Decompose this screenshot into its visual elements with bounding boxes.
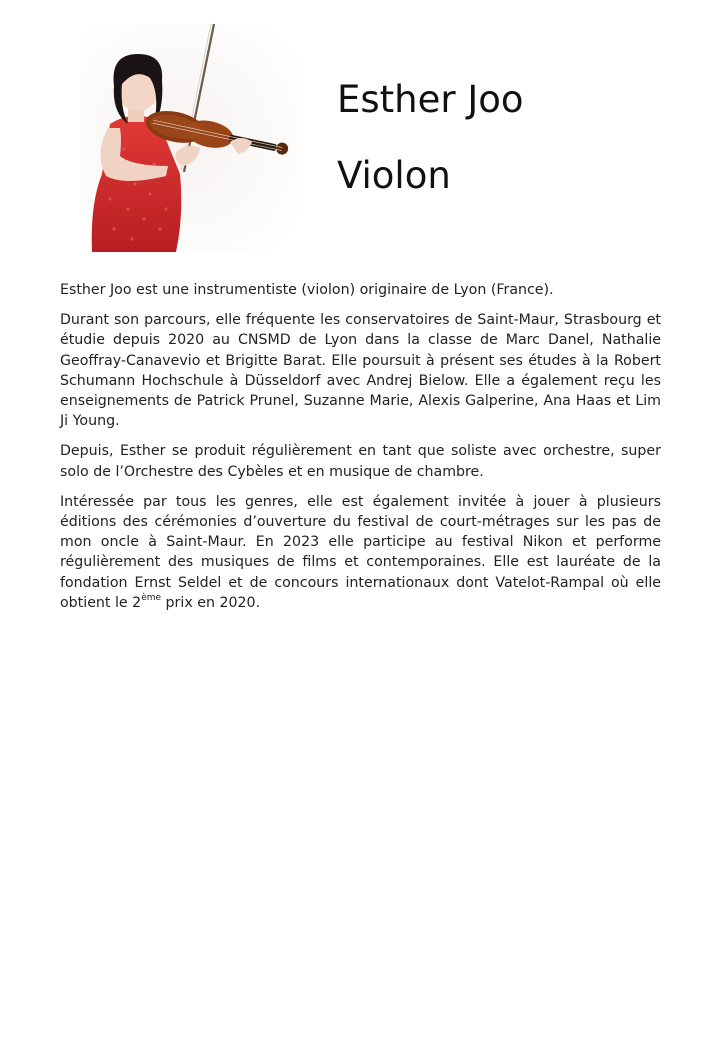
bio-paragraph-performance: Depuis, Esther se produit régulièrement en tant que soliste avec orchestre, super solo de l’Orchestre des Cybèles et en musique de chambre.	[60, 443, 661, 480]
ordinal-suffix: ème	[141, 593, 162, 604]
bio-paragraph-awards	[60, 492, 661, 613]
bio-paragraph-origin: Esther Joo est une instrumentiste (violon) originaire de Lyon (France).	[60, 282, 554, 298]
violinist-illustration	[80, 24, 304, 252]
bio-paragraph-education: Durant son parcours, elle fréquente les conservatoires de Saint-Maur, Strasbourg et étudie depuis 2020 au CNSMD de Lyon dans la classe de Marc Danel, Nathalie Geoffray-Canavevio et Brigitte Barat. Elle poursuit à présent ses études à la Robert Schumann Hochschule à Düsseldorf avec Andrej Bielow. Elle a également reçu les enseignements de Patrick Prunel, Suzanne Marie, Alexis Galperine, Ana Haas et Lim Ji Young.	[60, 312, 661, 430]
biography	[60, 280, 661, 623]
artist-photo	[80, 24, 304, 252]
artist-name: Esther Joo	[337, 78, 524, 121]
bio-awards-text: Intéressée par tous les genres, elle est également invitée à jouer à plusieurs éditions des cérémonies d’ouverture du festival de court-métrages sur les pas de mon oncle à Saint-Maur. En 2023 elle participe au festival Nikon et performe régulièrement des musiques de films et contemporaines. Elle est lauréate de la fondation Ernst Seldel et de concours internationaux dont Vatelot-Rampal où elle obtient le 2	[60, 493, 661, 611]
artist-instrument: Violon	[337, 154, 451, 197]
bio-awards-text-end: prix en 2020.	[161, 594, 261, 611]
